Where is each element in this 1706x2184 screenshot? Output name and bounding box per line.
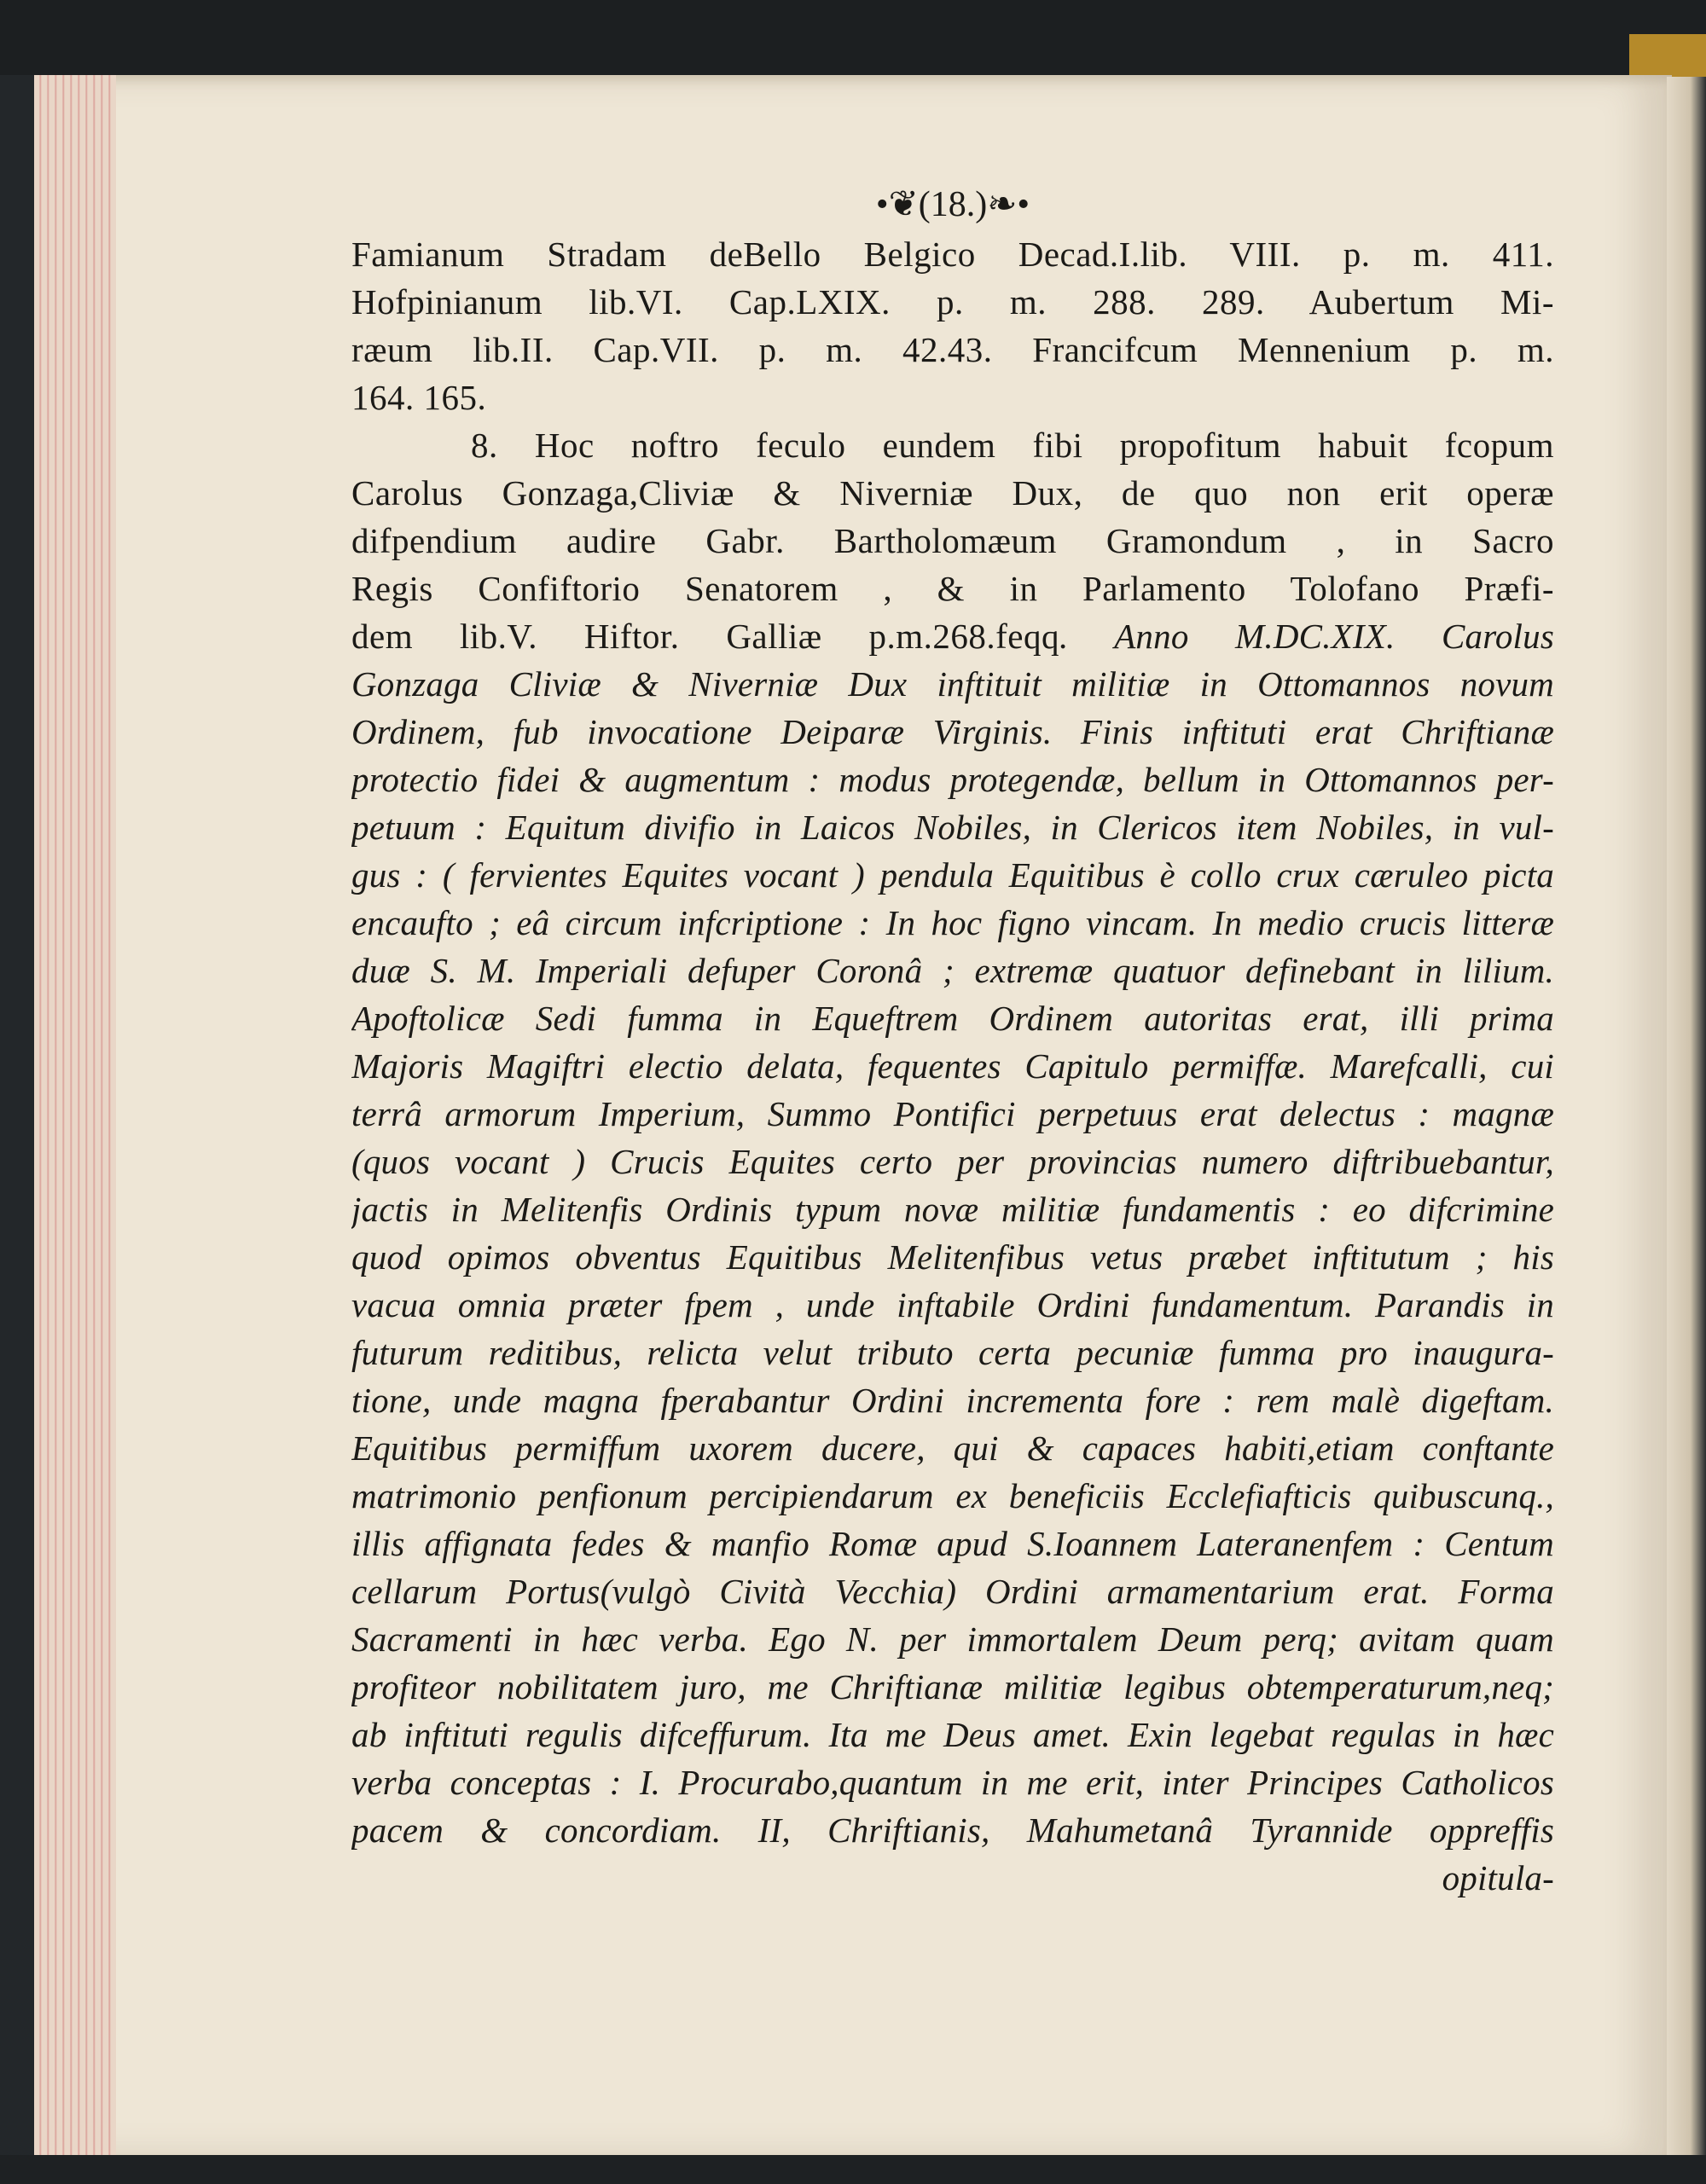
text-line: futurum reditibus, relicta velut tributo certa pecuniæ fumma pro inaugura-: [351, 1333, 1554, 1372]
text-line: 8. Hoc noftro feculo eundem fibi propofitum habuit fcopum: [471, 426, 1554, 465]
text-line: vacua omnia præter fpem , unde inftabile Ordini fundamentum. Parandis in: [351, 1285, 1554, 1324]
text-line: Apoftolicæ Sedi fumma in Equeftrem Ordinem autoritas erat, illi prima: [351, 999, 1554, 1038]
text-line: illis affignata fedes & manfio Romæ apud S.Ioannem Lateranenfem : Centum: [351, 1524, 1554, 1563]
text-line: Regis Confiftorio Senatorem , & in Parlamento Tolofano Præfi-: [351, 569, 1554, 608]
text-line: encaufto ; eâ circum infcriptione : In hoc figno vincam. In medio crucis litteræ: [351, 903, 1554, 942]
text-line: Famianum Stradam deBello Belgico Decad.I.lib. VIII. p. m. 411.: [351, 235, 1554, 274]
page-curl-right: [1667, 77, 1706, 2158]
text-line: cellarum Portus(vulgò Cività Vecchia) Ordini armamentarium erat. Forma: [351, 1572, 1554, 1611]
text-line: quod opimos obventus Equitibus Melitenfibus vetus præbet inftitutum ; his: [351, 1237, 1554, 1277]
scanner-background-top: [0, 0, 1706, 75]
page-header-number: •❦(18.)❧•: [875, 185, 1030, 224]
text-line: tione, unde magna fperabantur Ordini incrementa fore : rem malè digeftam.: [351, 1381, 1554, 1420]
text-line: Gonzaga Cliviæ & Niverniæ Dux inftituit militiæ in Ottomannos novum: [351, 664, 1554, 704]
text-line: petuum : Equitum divifio in Laicos Nobiles, in Clericos item Nobiles, in vul-: [351, 808, 1554, 847]
text-line: matrimonio penfionum percipiendarum ex beneficiis Ecclefiafticis quibuscunq.,: [351, 1476, 1554, 1515]
text-line: ræum lib.II. Cap.VII. p. m. 42.43. Francifcum Mennenium p. m.: [351, 330, 1554, 369]
text-line: profiteor nobilitatem juro, me Chriftianæ militiæ legibus obtemperaturum,neq;: [351, 1667, 1554, 1706]
text-line: duæ S. M. Imperiali defuper Coronâ ; extremæ quatuor definebant in lilium.: [351, 951, 1554, 990]
catchword: opitula-: [1442, 1858, 1554, 1897]
text-line: Carolus Gonzaga,Cliviæ & Niverniæ Dux, de quo non erit operæ: [351, 473, 1554, 513]
text-line: Hofpinianum lib.VI. Cap.LXIX. p. m. 288. 289. Aubertum Mi-: [351, 282, 1554, 322]
text-line: Equitibus permiffum uxorem ducere, qui & capaces habiti,etiam conftante: [351, 1428, 1554, 1468]
text-line: jactis in Melitenfis Ordinis typum novæ militiæ fundamentis : eo difcrimine: [351, 1190, 1554, 1229]
text-line: verba conceptas : I. Procurabo,quantum in me erit, inter Principes Catholicos: [351, 1763, 1554, 1802]
text-line: pacem & concordiam. II, Chriftianis, Mahumetanâ Tyrannide oppreffis: [351, 1810, 1554, 1850]
text-line: terrâ armorum Imperium, Summo Pontifici perpetuus erat delectus : magnæ: [351, 1094, 1554, 1133]
text-line: Sacramenti in hæc verba. Ego N. per immortalem Deum perq; avitam quam: [351, 1619, 1554, 1659]
text-lines: [351, 230, 1554, 1854]
text-line: (quos vocant ) Crucis Equites certo per provincias numero diftribuebantur,: [351, 1142, 1554, 1181]
text-line-roman-part: dem lib.V. Hiftor. Galliæ p.m.268.feqq: [351, 617, 1059, 656]
text-line-italic-part: . Anno M.DC.XIX. Carolus: [1059, 617, 1554, 656]
scanner-background-bottom: [0, 2155, 1706, 2184]
text-line: difpendium audire Gabr. Bartholomæum Gramondum , in Sacro: [351, 521, 1554, 560]
text-line: ab inftituti regulis difceffurum. Ita me Deus amet. Exin legebat regulas in hæc: [351, 1715, 1554, 1754]
text-line: gus : ( fervientes Equites vocant ) pendula Equitibus è collo crux cæruleo picta: [351, 855, 1554, 895]
text-line: Ordinem, fub invocatione Deiparæ Virginis. Finis inftituti erat Chriftianæ: [351, 712, 1554, 751]
text-line: [351, 612, 1554, 660]
page-stack-edge-left: [34, 75, 116, 2156]
page-text: [351, 181, 1554, 1902]
text-line: Majoris Magiftri electio delata, fequentes Capitulo permiffæ. Marefcalli, cui: [351, 1046, 1554, 1086]
text-line: protectio fidei & augmentum : modus protegendæ, bellum in Ottomannos per-: [351, 760, 1554, 799]
text-line: 164. 165.: [351, 378, 487, 417]
